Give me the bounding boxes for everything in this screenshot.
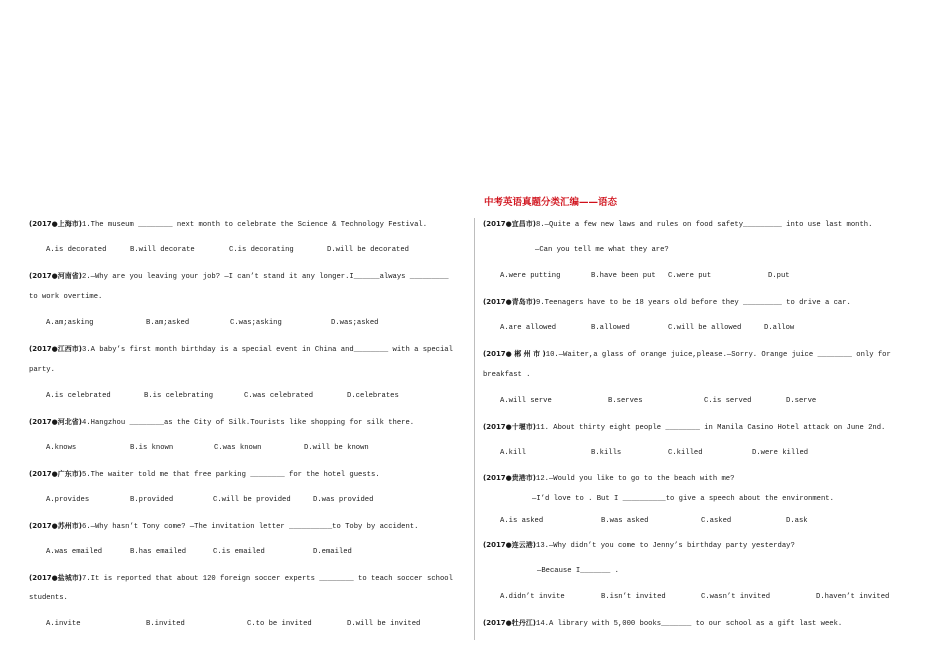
option-d: D.will be invited [347, 620, 421, 628]
question-2 [29, 271, 449, 282]
option-c: C.asked [701, 517, 732, 525]
question-11 [483, 422, 885, 433]
question-text: 6.—Why hasn’t Tony come? —The invitation letter __________to Toby by accident. [82, 523, 419, 531]
option-c: C.was celebrated [244, 392, 314, 400]
option-d: D.ask [786, 517, 808, 525]
option-b: B.was asked [601, 517, 649, 525]
option-b: B.isn’t invited [601, 593, 666, 601]
question-source: (2017●江西市) [29, 345, 82, 353]
option-b: B.has emailed [130, 548, 187, 556]
option-b: B.am;asked [146, 319, 190, 327]
option-d: D.haven’t invited [816, 593, 890, 601]
question-source: (2017●牡丹江) [483, 619, 536, 627]
option-d: D.serve [786, 397, 817, 405]
question-10 [483, 349, 921, 360]
question-text: 4.Hangzhou ________as the City of Silk.Tourists like shopping for silk there. [82, 419, 415, 427]
option-d: D.put [768, 272, 790, 280]
option-b: B.provided [130, 496, 174, 504]
option-a: A.didn’t invite [500, 593, 565, 601]
question-text: 3.A baby’s first month birthday is a special event in China and________ with a special [82, 346, 453, 354]
question-text: 10.—Waiter,a glass of orange juice,please.—Sorry. Orange juice ________ only for [545, 351, 891, 359]
question-text: 5.The waiter told me that free parking ________ for the hotel guests. [82, 471, 380, 479]
option-b: B.is known [130, 444, 174, 452]
option-c: C.killed [668, 449, 703, 457]
option-a: A.is celebrated [46, 392, 111, 400]
question-source: (2017●上海市) [29, 220, 82, 228]
option-a: A.were putting [500, 272, 561, 280]
question-source: (2017●广东市) [29, 470, 82, 478]
question-7 [29, 573, 466, 584]
question-source: (2017●苏州市) [29, 522, 82, 530]
question-10-continuation: breakfast . [483, 371, 531, 379]
option-a: A.was emailed [46, 548, 103, 556]
option-d: D.was;asked [331, 319, 379, 327]
option-d: D.allow [764, 324, 795, 332]
option-b: B.have been put [591, 272, 656, 280]
question-source: (2017●河北省) [29, 418, 82, 426]
question-text: 7.It is reported that about 120 foreign soccer experts ________ to teach soccer school [82, 575, 453, 583]
option-c: C.is served [704, 397, 752, 405]
option-d: D.emailed [313, 548, 352, 556]
question-12-continuation: —I’d love to . But I __________to give a speech about the environment. [532, 495, 834, 503]
option-a: A.kill [500, 449, 526, 457]
option-d: D.celebrates [347, 392, 399, 400]
question-text: 2.—Why are you leaving your job? —I can’t stand it any longer.I______always _________ [82, 273, 449, 281]
question-text: 14.A library with 5,000 books_______ to our school as a gift last week. [536, 620, 843, 628]
option-c: C.to be invited [247, 620, 312, 628]
option-b: B.kills [591, 449, 622, 457]
question-text: 8.—Quite a few new laws and rules on food safety_________ into use last month. [536, 221, 873, 229]
option-a: A.provides [46, 496, 90, 504]
option-a: A.knows [46, 444, 77, 452]
option-c: C.wasn’t invited [701, 593, 771, 601]
option-d: D.was provided [313, 496, 374, 504]
option-c: C.will be allowed [668, 324, 742, 332]
question-source: (2017●盐城市) [29, 574, 82, 582]
option-b: B.invited [146, 620, 185, 628]
question-8 [483, 219, 872, 230]
option-a: A.will serve [500, 397, 552, 405]
option-d: D.will be decorated [327, 246, 409, 254]
question-source: (2017●连云港) [483, 541, 536, 549]
question-text: 9.Teenagers have to be 18 years old before they _________ to drive a car. [536, 299, 851, 307]
option-a: A.are allowed [500, 324, 557, 332]
option-b: B.serves [608, 397, 643, 405]
option-d: D.were killed [752, 449, 809, 457]
question-text: 11. About thirty eight people ________ in Manila Casino Hotel attack on June 2nd. [536, 424, 886, 432]
option-c: C.was known [214, 444, 262, 452]
option-a: A.invite [46, 620, 81, 628]
question-1 [29, 219, 427, 230]
question-14 [483, 618, 842, 629]
question-source: (2017●河南省) [29, 272, 82, 280]
document-title: 中考英语真题分类汇编——语态 [484, 197, 618, 208]
question-3-continuation: party. [29, 366, 55, 374]
option-b: B.will decorate [130, 246, 195, 254]
column-divider [474, 218, 475, 640]
question-source: (2017●贵港市) [483, 474, 536, 482]
question-source: (2017●宜昌市) [483, 220, 536, 228]
option-d: D.will be known [304, 444, 369, 452]
question-text: 13.—Why didn’t you come to Jenny’s birthday party yesterday? [536, 542, 795, 550]
question-3 [29, 344, 466, 355]
question-source: (2017●青岛市) [483, 298, 536, 306]
question-4 [29, 417, 414, 428]
question-8-continuation: —Can you tell me what they are? [535, 246, 669, 254]
option-a: A.is asked [500, 517, 544, 525]
option-b: B.is celebrating [144, 392, 214, 400]
question-7-continuation: students. [29, 594, 68, 602]
option-a: A.is decorated [46, 246, 107, 254]
option-a: A.am;asking [46, 319, 94, 327]
question-source: (2017●十堰市) [483, 423, 536, 431]
question-text: 1.The museum ________ next month to celebrate the Science & Technology Festival. [82, 221, 428, 229]
option-c: C.was;asking [230, 319, 282, 327]
question-13-continuation: —Because I_______ . [537, 567, 619, 575]
question-6 [29, 521, 418, 532]
question-text: 12.—Would you like to go to the beach with me? [536, 475, 735, 483]
option-c: C.were put [668, 272, 712, 280]
option-c: C.will be provided [213, 496, 291, 504]
question-source: (2017● 郴 州 市 ) [483, 350, 546, 358]
question-9 [483, 297, 851, 308]
option-c: C.is decorating [229, 246, 294, 254]
question-5 [29, 469, 380, 480]
question-13 [483, 540, 795, 551]
option-c: C.is emailed [213, 548, 265, 556]
option-b: B.allowed [591, 324, 630, 332]
question-12 [483, 473, 734, 484]
question-2-continuation: to work overtime. [29, 293, 103, 301]
